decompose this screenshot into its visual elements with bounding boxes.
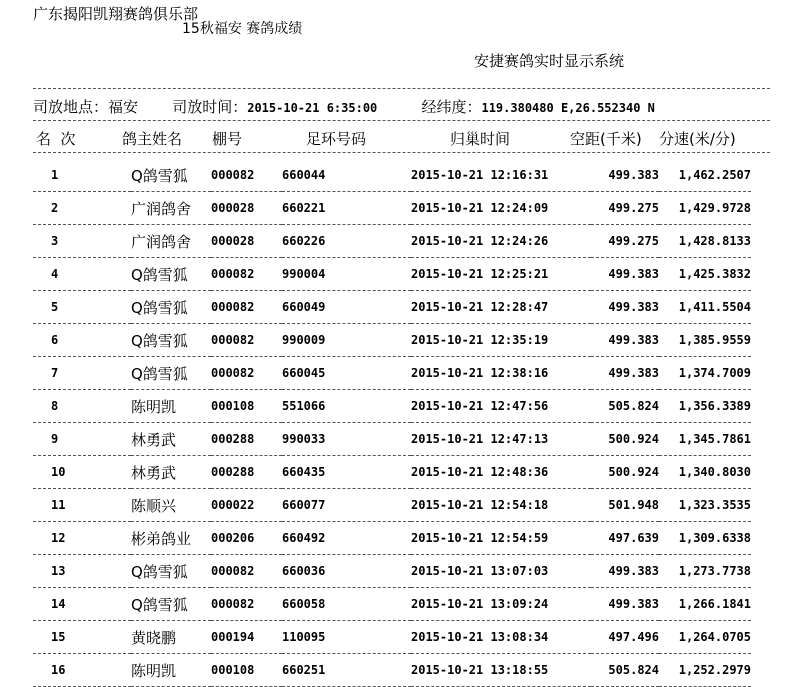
loft-cell: 000288 xyxy=(211,432,255,446)
divider-mid xyxy=(33,120,770,121)
divider-top xyxy=(33,88,770,89)
speed-cell: 1,273.7738 xyxy=(678,564,751,578)
distance-cell: 499.275 xyxy=(608,201,659,215)
table-row xyxy=(33,588,751,621)
rank-cell: 14 xyxy=(51,597,66,611)
table-row xyxy=(33,192,751,225)
speed-cell: 1,462.2507 xyxy=(678,168,751,182)
ring-cell: 660058 xyxy=(282,597,326,611)
loft-cell: 000082 xyxy=(211,366,255,380)
ring-cell: 660036 xyxy=(282,564,326,578)
speed-cell: 1,309.6338 xyxy=(678,531,751,545)
release-place-label: 司放地点： xyxy=(33,98,109,116)
rank-cell: 6 xyxy=(51,333,59,347)
table-row xyxy=(33,258,751,291)
arrival-cell: 2015-10-21 12:35:19 xyxy=(411,333,549,347)
speed-cell: 1,429.9728 xyxy=(678,201,751,215)
ring-cell: 660077 xyxy=(282,498,326,512)
results-table xyxy=(33,159,751,687)
loft-cell: 000108 xyxy=(211,663,255,677)
rank-cell: 9 xyxy=(51,432,59,446)
rank-cell: 15 xyxy=(51,630,66,644)
owner-cell: Q鸽雪狐 xyxy=(131,298,188,317)
loft-cell: 000194 xyxy=(211,630,255,644)
speed-cell: 1,425.3832 xyxy=(678,267,751,281)
distance-cell: 500.924 xyxy=(608,465,659,479)
table-row xyxy=(33,423,751,456)
owner-cell: 陈顺兴 xyxy=(131,496,177,515)
rank-cell: 7 xyxy=(51,366,59,380)
distance-cell: 499.383 xyxy=(608,597,659,611)
ring-cell: 551066 xyxy=(282,399,326,413)
col-loft: 棚号 xyxy=(212,130,243,148)
arrival-cell: 2015-10-21 13:08:34 xyxy=(411,630,549,644)
speed-cell: 1,266.1841 xyxy=(678,597,751,611)
distance-cell: 499.383 xyxy=(608,564,659,578)
distance-cell: 497.496 xyxy=(608,630,659,644)
loft-cell: 000108 xyxy=(211,399,255,413)
col-distance: 空距(千米) xyxy=(570,130,642,148)
ring-cell: 990009 xyxy=(282,333,326,347)
distance-cell: 499.383 xyxy=(608,333,659,347)
rank-cell: 3 xyxy=(51,234,59,248)
coord-value: 119.380480 E,26.552340 N xyxy=(481,101,655,115)
owner-cell: Q鸽雪狐 xyxy=(131,331,188,350)
col-rank: 名 次 xyxy=(36,130,76,148)
distance-cell: 500.924 xyxy=(608,432,659,446)
owner-cell: 陈明凯 xyxy=(131,661,177,680)
ring-cell: 660049 xyxy=(282,300,326,314)
ring-cell: 660045 xyxy=(282,366,326,380)
loft-cell: 000082 xyxy=(211,597,255,611)
club-name: 广东揭阳凯翔赛鸽俱乐部 xyxy=(33,5,199,23)
speed-cell: 1,264.0705 xyxy=(678,630,751,644)
ring-cell: 990033 xyxy=(282,432,326,446)
table-row xyxy=(33,390,751,423)
table-row xyxy=(33,291,751,324)
owner-cell: Q鸽雪狐 xyxy=(131,364,188,383)
rank-cell: 4 xyxy=(51,267,59,281)
loft-cell: 000022 xyxy=(211,498,255,512)
distance-cell: 499.383 xyxy=(608,267,659,281)
arrival-cell: 2015-10-21 12:48:36 xyxy=(411,465,549,479)
owner-cell: Q鸽雪狐 xyxy=(131,595,188,614)
system-name: 安捷赛鸽实时显示系统 xyxy=(474,52,625,70)
owner-cell: 黄晓鹏 xyxy=(131,628,177,647)
table-row xyxy=(33,654,751,687)
owner-cell: 林勇武 xyxy=(131,430,177,449)
rank-cell: 10 xyxy=(51,465,66,479)
arrival-cell: 2015-10-21 12:28:47 xyxy=(411,300,549,314)
ring-cell: 990004 xyxy=(282,267,326,281)
release-time: 2015-10-21 6:35:00 xyxy=(247,101,378,115)
rank-cell: 1 xyxy=(51,168,59,182)
arrival-cell: 2015-10-21 12:16:31 xyxy=(411,168,549,182)
distance-cell: 499.383 xyxy=(608,300,659,314)
speed-cell: 1,374.7009 xyxy=(678,366,751,380)
col-owner: 鸽主姓名 xyxy=(122,130,183,148)
table-row xyxy=(33,357,751,390)
divider-header xyxy=(33,152,770,153)
owner-cell: 彬弟鸽业 xyxy=(131,529,192,548)
rank-cell: 11 xyxy=(51,498,66,512)
distance-cell: 501.948 xyxy=(608,498,659,512)
col-speed: 分速(米/分) xyxy=(659,130,736,148)
rank-cell: 13 xyxy=(51,564,66,578)
speed-cell: 1,356.3389 xyxy=(678,399,751,413)
ring-cell: 110095 xyxy=(282,630,326,644)
owner-cell: 陈明凯 xyxy=(131,397,177,416)
rank-cell: 16 xyxy=(51,663,66,677)
speed-cell: 1,345.7861 xyxy=(678,432,751,446)
col-ring: 足环号码 xyxy=(306,130,367,148)
table-row xyxy=(33,522,751,555)
release-time-label: 司放时间： xyxy=(172,98,248,116)
arrival-cell: 2015-10-21 12:47:56 xyxy=(411,399,549,413)
speed-cell: 1,428.8133 xyxy=(678,234,751,248)
table-row xyxy=(33,456,751,489)
arrival-cell: 2015-10-21 12:47:13 xyxy=(411,432,549,446)
arrival-cell: 2015-10-21 13:18:55 xyxy=(411,663,549,677)
owner-cell: Q鸽雪狐 xyxy=(131,562,188,581)
ring-cell: 660044 xyxy=(282,168,326,182)
table-row xyxy=(33,555,751,588)
loft-cell: 000206 xyxy=(211,531,255,545)
arrival-cell: 2015-10-21 12:24:09 xyxy=(411,201,549,215)
table-row xyxy=(33,489,751,522)
rank-cell: 12 xyxy=(51,531,66,545)
owner-cell: Q鸽雪狐 xyxy=(131,166,188,185)
speed-cell: 1,252.2979 xyxy=(678,663,751,677)
loft-cell: 000082 xyxy=(211,300,255,314)
loft-cell: 000082 xyxy=(211,267,255,281)
speed-cell: 1,340.8030 xyxy=(678,465,751,479)
speed-cell: 1,323.3535 xyxy=(678,498,751,512)
table-row xyxy=(33,621,751,654)
table-row xyxy=(33,225,751,258)
arrival-cell: 2015-10-21 13:07:03 xyxy=(411,564,549,578)
rank-cell: 5 xyxy=(51,300,59,314)
loft-cell: 000028 xyxy=(211,201,255,215)
loft-cell: 000082 xyxy=(211,333,255,347)
race-title: 15秋福安 赛鸽成绩 xyxy=(182,21,303,37)
loft-cell: 000028 xyxy=(211,234,255,248)
col-arrival: 归巢时间 xyxy=(450,130,511,148)
speed-cell: 1,411.5504 xyxy=(678,300,751,314)
distance-cell: 499.383 xyxy=(608,168,659,182)
distance-cell: 497.639 xyxy=(608,531,659,545)
arrival-cell: 2015-10-21 12:24:26 xyxy=(411,234,549,248)
ring-cell: 660251 xyxy=(282,663,326,677)
ring-cell: 660221 xyxy=(282,201,326,215)
distance-cell: 505.824 xyxy=(608,663,659,677)
arrival-cell: 2015-10-21 12:25:21 xyxy=(411,267,549,281)
coord-label: 经纬度： xyxy=(421,98,482,116)
rank-cell: 2 xyxy=(51,201,59,215)
arrival-cell: 2015-10-21 12:54:59 xyxy=(411,531,549,545)
speed-cell: 1,385.9559 xyxy=(678,333,751,347)
release-place: 福安 xyxy=(108,98,139,116)
distance-cell: 499.383 xyxy=(608,366,659,380)
arrival-cell: 2015-10-21 12:38:16 xyxy=(411,366,549,380)
owner-cell: 广润鸽舍 xyxy=(131,232,192,251)
owner-cell: 广润鸽舍 xyxy=(131,199,192,218)
distance-cell: 499.275 xyxy=(608,234,659,248)
loft-cell: 000082 xyxy=(211,168,255,182)
table-row xyxy=(33,159,751,192)
owner-cell: Q鸽雪狐 xyxy=(131,265,188,284)
rank-cell: 8 xyxy=(51,399,59,413)
ring-cell: 660435 xyxy=(282,465,326,479)
owner-cell: 林勇武 xyxy=(131,463,177,482)
table-row xyxy=(33,324,751,357)
ring-cell: 660492 xyxy=(282,531,326,545)
arrival-cell: 2015-10-21 13:09:24 xyxy=(411,597,549,611)
release-info xyxy=(33,96,655,117)
loft-cell: 000082 xyxy=(211,564,255,578)
distance-cell: 505.824 xyxy=(608,399,659,413)
loft-cell: 000288 xyxy=(211,465,255,479)
ring-cell: 660226 xyxy=(282,234,326,248)
arrival-cell: 2015-10-21 12:54:18 xyxy=(411,498,549,512)
